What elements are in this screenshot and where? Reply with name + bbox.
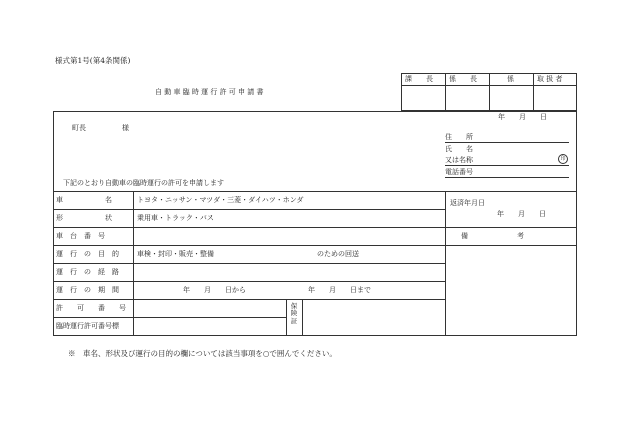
row-value-period-from[interactable]: 年 月 日から xyxy=(183,286,246,294)
return-date-value[interactable]: 年 月 日 xyxy=(497,210,546,218)
approval-header-handler: 取 扱 者 xyxy=(537,75,563,83)
row-value-route[interactable] xyxy=(135,265,443,280)
row-label-shape: 形 状 xyxy=(56,214,112,222)
applicant-phone-field[interactable] xyxy=(482,168,568,177)
row-value-vehicle-name[interactable]: トヨタ・ニッサン・マツダ・三菱・ダイハツ・ホンダ xyxy=(137,196,304,204)
row-label-permit-no: 許 可 番 号 xyxy=(56,304,126,312)
row-value-permit-no[interactable] xyxy=(135,301,285,316)
insurance-label: 保険証 xyxy=(290,302,298,325)
applicant-phone-label: 電話番号 xyxy=(445,168,473,176)
addressee-honorific: 様 xyxy=(122,124,129,132)
approval-stamp-subsection-chief[interactable] xyxy=(446,86,488,110)
remarks-label: 備 考 xyxy=(461,232,524,240)
row-label-vehicle-name: 車 名 xyxy=(56,196,112,204)
approval-stamp-handler[interactable] xyxy=(534,86,576,110)
approval-header-subsection-chief: 係 長 xyxy=(449,75,477,83)
row-value-shape[interactable]: 乗用車・トラック・バス xyxy=(137,214,214,222)
form-title: 自 動 車 臨 時 運 行 許 可 申 請 書 xyxy=(155,88,264,96)
return-date-label: 返済年月日 xyxy=(450,199,485,207)
applicant-address-field[interactable] xyxy=(482,133,568,142)
applicant-or-name-label: 又は名称 xyxy=(445,156,473,164)
row-value-plate-no[interactable] xyxy=(135,319,285,335)
applicant-name-field[interactable] xyxy=(482,146,556,166)
row-value-purpose[interactable]: 車検・封印・販売・整備 xyxy=(137,250,214,258)
addressee-title: 町長 xyxy=(72,124,86,132)
form-id: 様式第1号(第4条関係) xyxy=(55,56,131,65)
footer-note: ※ 車名、形状及び運行の目的の欄については該当事項を○で囲んでください。 xyxy=(68,349,337,358)
applicant-address-label: 住 所 xyxy=(445,133,473,141)
approval-header-staff: 係 xyxy=(507,75,514,83)
request-statement: 下記のとおり自動車の臨時運行の許可を申請します xyxy=(63,179,224,187)
applicant-name-label: 氏 名 xyxy=(445,145,473,153)
row-label-route: 運 行 の 経 路 xyxy=(56,268,119,276)
row-label-period: 運 行 の 期 間 xyxy=(56,286,119,294)
row-value-chassis-no[interactable] xyxy=(135,229,443,244)
row-label-purpose: 運 行 の 目 的 xyxy=(56,250,119,258)
row-label-plate-no: 臨時運行許可番号標 xyxy=(56,322,119,330)
approval-stamp-staff[interactable] xyxy=(490,86,532,110)
row-label-chassis-no: 車 台 番 号 xyxy=(56,232,105,240)
remarks-field[interactable] xyxy=(447,247,575,335)
insurance-field[interactable] xyxy=(304,301,444,335)
row-value-period-to[interactable]: 年 月 日まで xyxy=(308,286,371,294)
approval-stamp-section-chief[interactable] xyxy=(402,86,444,110)
row-value-purpose-suffix: のための回送 xyxy=(317,250,359,258)
application-date: 年 月 日 xyxy=(498,113,547,121)
seal-mark: 印 xyxy=(558,154,568,164)
approval-header-section-chief: 課 長 xyxy=(405,75,433,83)
